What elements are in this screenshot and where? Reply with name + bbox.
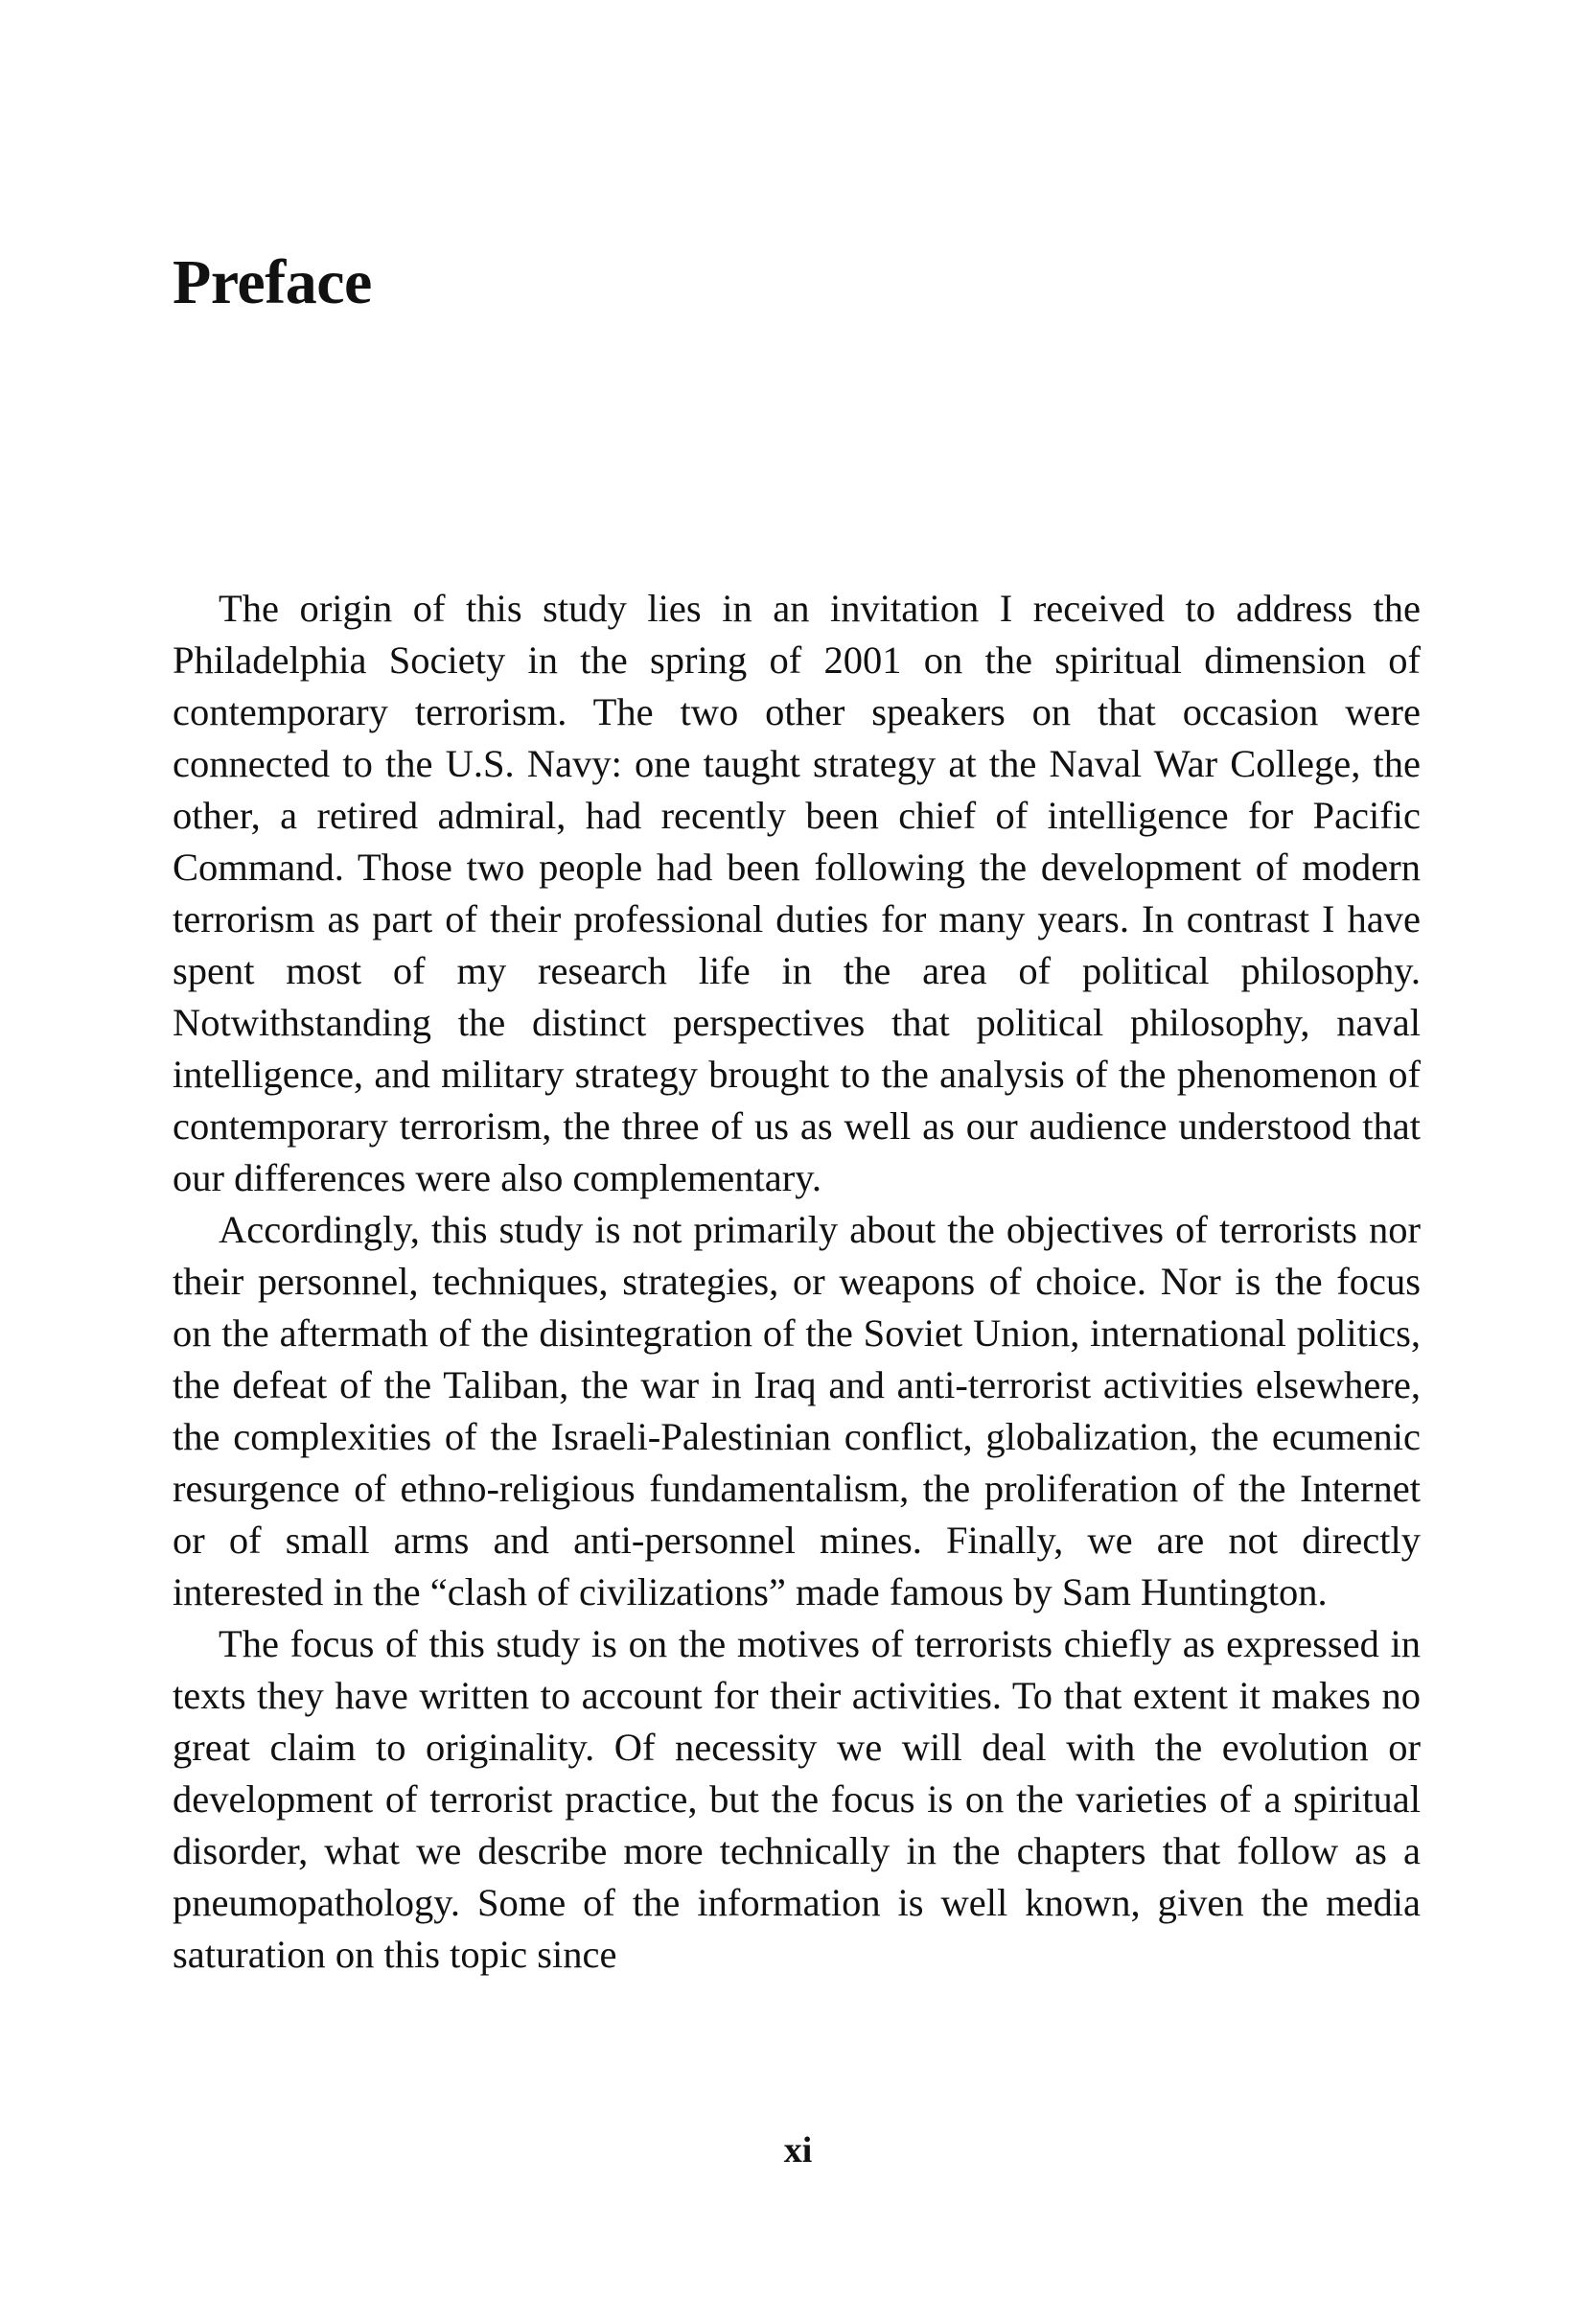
paragraph-1: The origin of this study lies in an invitation I received to address the Philadelphia Society in the spring of 2001 on the spiritual dimension of contemporary terrorism. The two other speakers on that occasion were connected to the U.S. Navy: one taught strategy at the Naval War College, the other, a retired admiral, had recently been chief of intelligence for Pacific Command. Those two people had been following the development of modern terrorism as part of their professional duties for many years. In contrast I have spent most of my research life in the area of political philosophy. Notwithstanding the distinct perspectives that political philosophy, naval intelligence, and military strategy brought to the analysis of the phenomenon of contemporary terrorism, the three of us as well as our audience understood that our differences were also complementary.: [173, 587, 1421, 1199]
chapter-title: Preface: [173, 247, 372, 317]
page-number: xi: [783, 2130, 813, 2170]
body-text: [173, 583, 1421, 1981]
paragraph-2: Accordingly, this study is not primarily about the objectives of terrorists nor their personnel, techniques, strategies, or weapons of choice. Nor is the focus on the aftermath of the disintegration of the Soviet Union, international politics, the defeat of the Taliban, the war in Iraq and anti-terrorist activities elsewhere, the complexities of the Israeli-Palestinian conflict, globalization, the ecumenic resurgence of ethno-religious fundamentalism, the proliferation of the Internet or of small arms and anti-personnel mines. Finally, we are not directly interested in the “clash of civilizations” made famous by Sam Huntington.: [173, 1208, 1421, 1613]
paragraph-3: The focus of this study is on the motives of terrorists chiefly as expressed in texts they have written to account for their activities. To that extent it makes no great claim to originality. Of necessity we will deal with the evolution or development of terrorist practice, but the focus is on the varieties of a spiritual disorder, what we describe more technically in the chapters that follow as a pneumopathology. Some of the information is well known, given the media saturation on this topic since: [173, 1622, 1421, 1976]
